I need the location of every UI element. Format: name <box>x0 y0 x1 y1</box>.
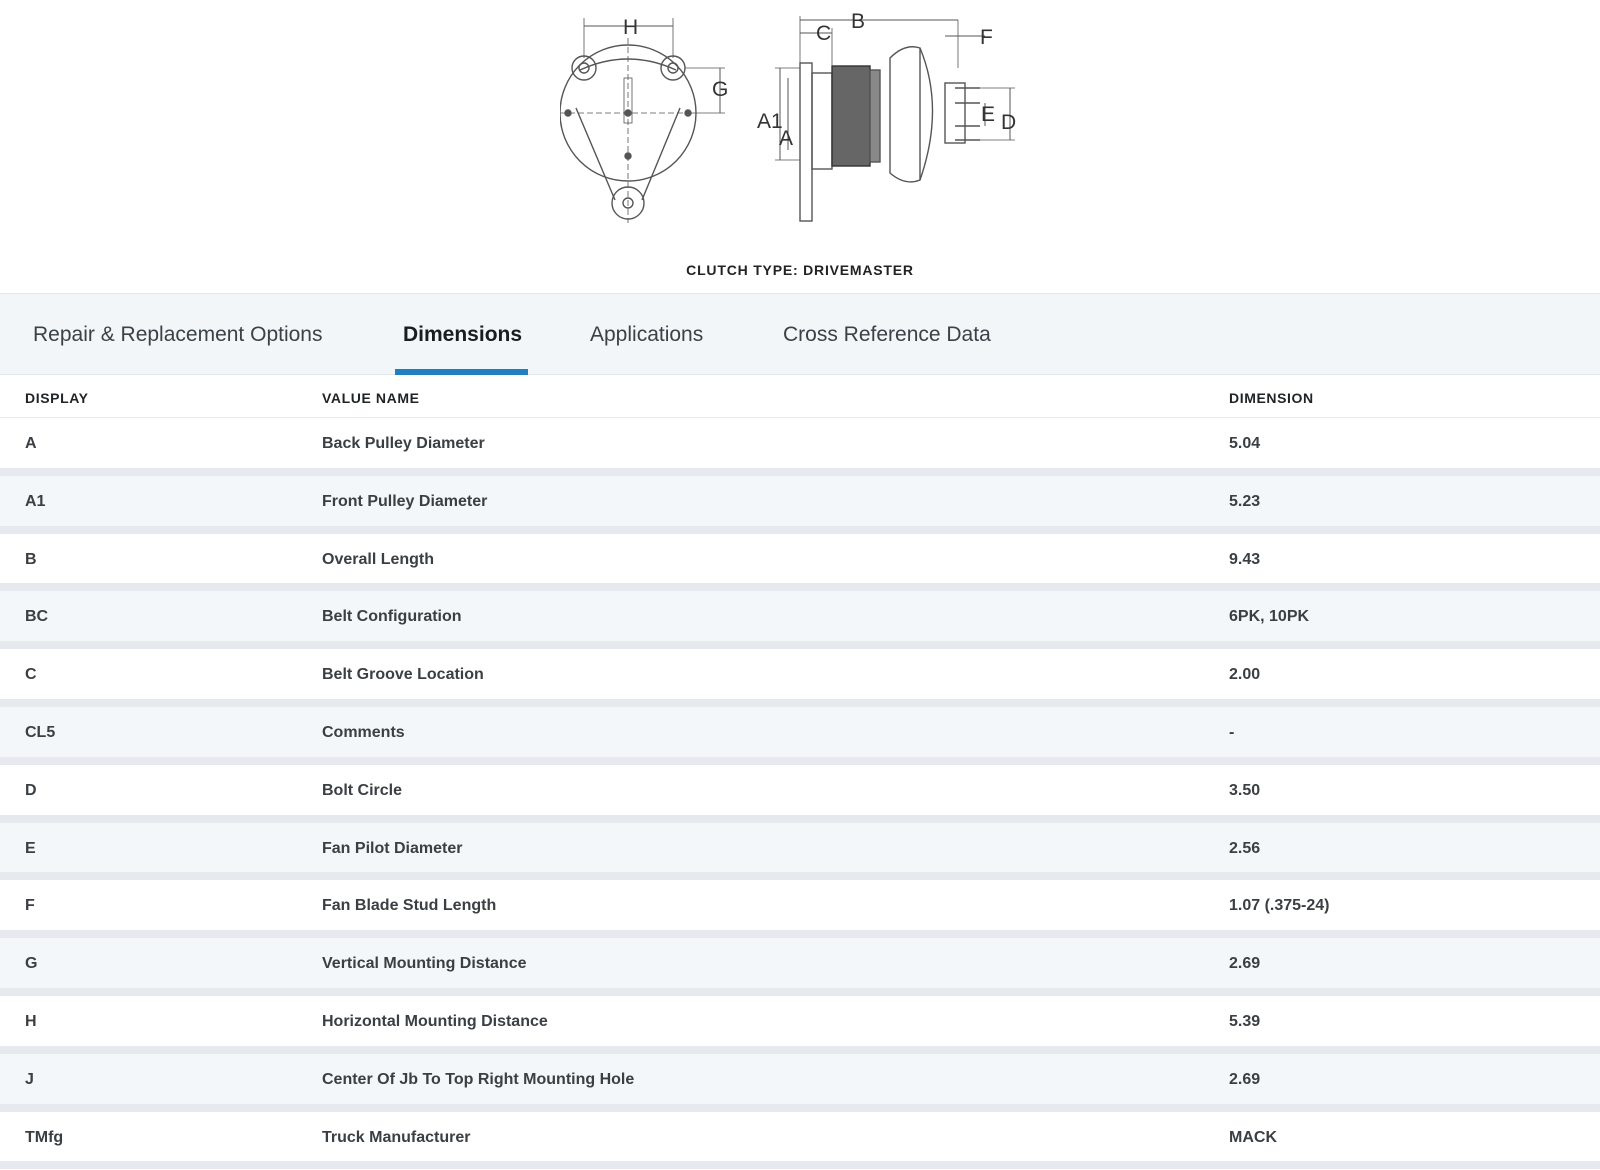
cell-dimension: - <box>1229 723 1235 741</box>
cell-display: G <box>25 955 38 973</box>
cell-dimension: 5.39 <box>1229 1012 1261 1030</box>
cell-value-name: Bolt Circle <box>322 781 403 799</box>
cell-value-name: Back Pulley Diameter <box>322 435 485 452</box>
cell-dimension: 2.56 <box>1229 839 1261 857</box>
cell-dimension: 5.23 <box>1229 492 1261 510</box>
cell-dimension: 2.00 <box>1229 666 1261 684</box>
cell-value-name: Overall Length <box>322 550 435 568</box>
cell-dimension: 1.07 (.375-24) <box>1229 897 1330 915</box>
cell-display: TMfg <box>25 1128 64 1146</box>
table-row <box>0 938 1600 996</box>
product-diagram <box>0 0 1600 293</box>
cell-value-name: Horizontal Mounting Distance <box>322 1012 548 1030</box>
dim-label: C <box>816 22 832 45</box>
table-row <box>0 649 1600 707</box>
cell-dimension: 2.69 <box>1229 955 1261 973</box>
cell-value-name: Vertical Mounting Distance <box>322 955 527 973</box>
dim-label: A <box>779 127 794 150</box>
dim-label: A1 <box>757 110 783 133</box>
cell-value-name: Comments <box>322 723 405 741</box>
dim-label: G <box>712 78 729 101</box>
cell-value-name: Fan Blade Stud Length <box>322 897 497 915</box>
table-body <box>0 418 1600 1169</box>
dim-label: H <box>623 16 639 39</box>
table-row <box>0 707 1600 765</box>
tab-dimensions[interactable]: Dimensions <box>403 323 523 346</box>
front-view-drawing <box>560 18 725 223</box>
cell-dimension: 3.50 <box>1229 781 1261 799</box>
cell-value-name: Belt Groove Location <box>322 666 484 684</box>
cell-value-name: Front Pulley Diameter <box>322 492 488 510</box>
dim-label: B <box>851 10 866 33</box>
cell-value-name: Belt Configuration <box>322 608 462 626</box>
tab-repair-replacement[interactable]: Repair & Replacement Options <box>33 323 323 346</box>
clutch-type-label: CLUTCH TYPE: DRIVEMASTER <box>686 262 914 278</box>
table-row <box>0 418 1600 476</box>
side-view-drawing <box>775 16 1015 221</box>
table-row <box>0 476 1600 534</box>
cell-display: D <box>25 781 37 799</box>
dim-label: F <box>980 26 993 49</box>
cell-display: CL5 <box>25 723 56 741</box>
active-tab-indicator <box>395 369 528 375</box>
table-header <box>0 376 1600 418</box>
tab-bar <box>0 293 1600 375</box>
cell-display: BC <box>25 608 49 626</box>
table-row <box>0 591 1600 649</box>
cell-display: A1 <box>25 492 46 510</box>
cell-dimension: 5.04 <box>1229 435 1261 452</box>
cell-value-name: Fan Pilot Diameter <box>322 839 463 857</box>
table-row <box>0 534 1600 592</box>
dimensions-table <box>0 376 1600 1169</box>
table-row <box>0 823 1600 881</box>
cell-value-name: Center Of Jb To Top Right Mounting Hole <box>322 1070 635 1088</box>
cell-display: F <box>25 897 35 915</box>
cell-display: A <box>25 435 37 452</box>
table-row <box>0 765 1600 823</box>
cell-dimension: 6PK, 10PK <box>1229 608 1310 626</box>
cell-display: J <box>25 1070 34 1088</box>
table-row <box>0 1054 1600 1112</box>
fan-clutch-drawing <box>560 8 1040 228</box>
column-header-dimension: DIMENSION <box>1229 390 1314 406</box>
table-row <box>0 880 1600 938</box>
column-header-display: DISPLAY <box>25 390 89 406</box>
cell-value-name: Truck Manufacturer <box>322 1128 471 1146</box>
dim-label: D <box>1001 111 1017 134</box>
cell-dimension: MACK <box>1229 1128 1277 1146</box>
column-header-value-name: VALUE NAME <box>322 390 420 406</box>
table-row <box>0 996 1600 1054</box>
dim-label: E <box>981 103 996 126</box>
cell-display: C <box>25 666 37 684</box>
cell-display: E <box>25 839 36 857</box>
cell-dimension: 9.43 <box>1229 550 1261 568</box>
table-row <box>0 1112 1600 1170</box>
tab-applications[interactable]: Applications <box>590 323 704 346</box>
cell-display: H <box>25 1012 37 1030</box>
cell-display: B <box>25 550 37 568</box>
tab-cross-reference[interactable]: Cross Reference Data <box>783 323 991 346</box>
cell-dimension: 2.69 <box>1229 1070 1261 1088</box>
